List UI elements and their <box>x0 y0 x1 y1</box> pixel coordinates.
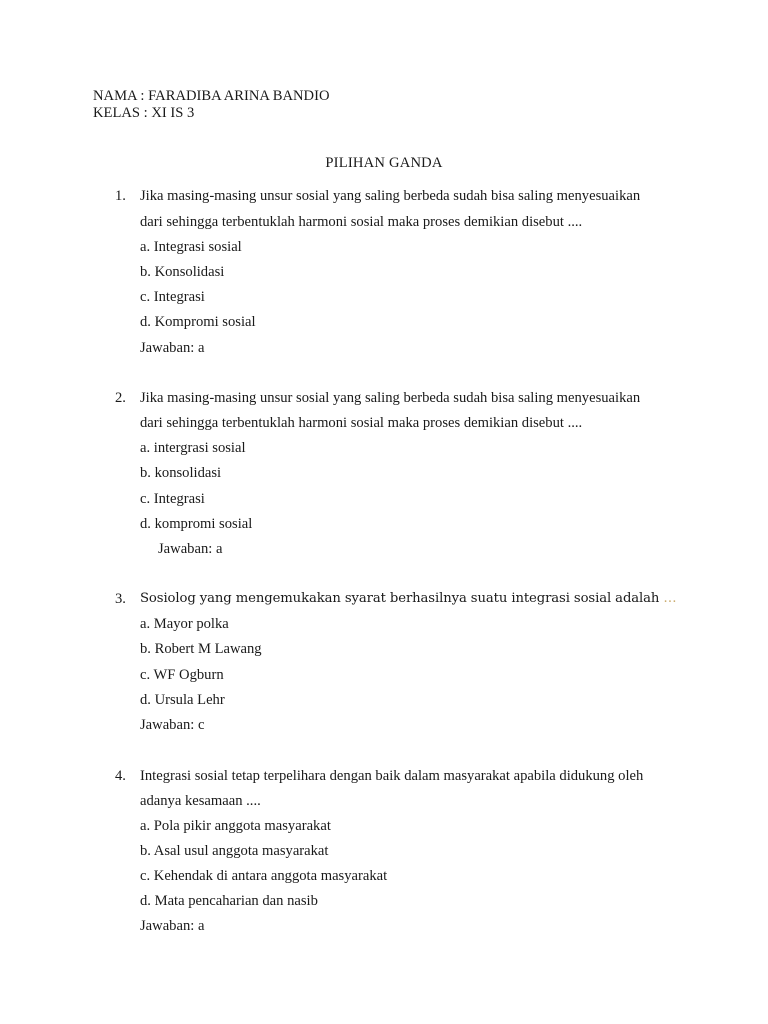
student-class: KELAS : XI IS 3 <box>93 105 195 121</box>
answer-option: b. Konsolidasi <box>140 264 225 280</box>
answer-option: a. intergrasi sosial <box>140 440 246 456</box>
answer-option: b. Asal usul anggota masyarakat <box>140 843 329 859</box>
question-text-line: dari sehingga terbentuklah harmoni sosial maka proses demikian disebut .... <box>140 415 583 431</box>
question-text-line: dari sehingga terbentuklah harmoni sosial maka proses demikian disebut .... <box>140 214 583 230</box>
answer-option: b. konsolidasi <box>140 465 222 481</box>
answer-option: c. WF Ogburn <box>140 667 224 683</box>
question-text-line: adanya kesamaan .... <box>140 793 261 809</box>
answer-key: Jawaban: c <box>140 717 205 733</box>
question-text-line: Jika masing-masing unsur sosial yang saling berbeda sudah bisa saling menyesuaikan <box>140 188 641 204</box>
answer-option: d. Mata pencaharian dan nasib <box>140 893 318 909</box>
question-number: 2. <box>115 390 126 406</box>
answer-option: d. Kompromi sosial <box>140 314 256 330</box>
answer-option: a. Mayor polka <box>140 616 229 632</box>
question-text-line: Integrasi sosial tetap terpelihara dengan baik dalam masyarakat apabila didukung oleh <box>140 768 644 784</box>
answer-option: a. Pola pikir anggota masyarakat <box>140 818 331 834</box>
answer-key: Jawaban: a <box>158 541 223 557</box>
question-text: Sosiolog yang mengemukakan syarat berhasilnya suatu integrasi sosial adalah <box>140 591 664 606</box>
answer-option: d. kompromi sosial <box>140 516 253 532</box>
question-number: 4. <box>115 768 126 784</box>
answer-option: d. Ursula Lehr <box>140 692 225 708</box>
question-number: 3. <box>115 591 126 607</box>
answer-option: c. Integrasi <box>140 289 205 305</box>
answer-key: Jawaban: a <box>140 918 205 934</box>
answer-option: a. Integrasi sosial <box>140 239 242 255</box>
answer-option: c. Kehendak di antara anggota masyarakat <box>140 868 388 884</box>
ellipsis-mark: … <box>663 591 677 606</box>
question-number: 1. <box>115 188 126 204</box>
question-text-line: Jika masing-masing unsur sosial yang saling berbeda sudah bisa saling menyesuaikan <box>140 390 641 406</box>
answer-option: c. Integrasi <box>140 491 205 507</box>
answer-key: Jawaban: a <box>140 340 205 356</box>
student-name: NAMA : FARADIBA ARINA BANDIO <box>93 88 330 104</box>
answer-option: b. Robert M Lawang <box>140 641 262 657</box>
question-text-line <box>140 589 677 609</box>
section-title: PILIHAN GANDA <box>325 155 443 171</box>
